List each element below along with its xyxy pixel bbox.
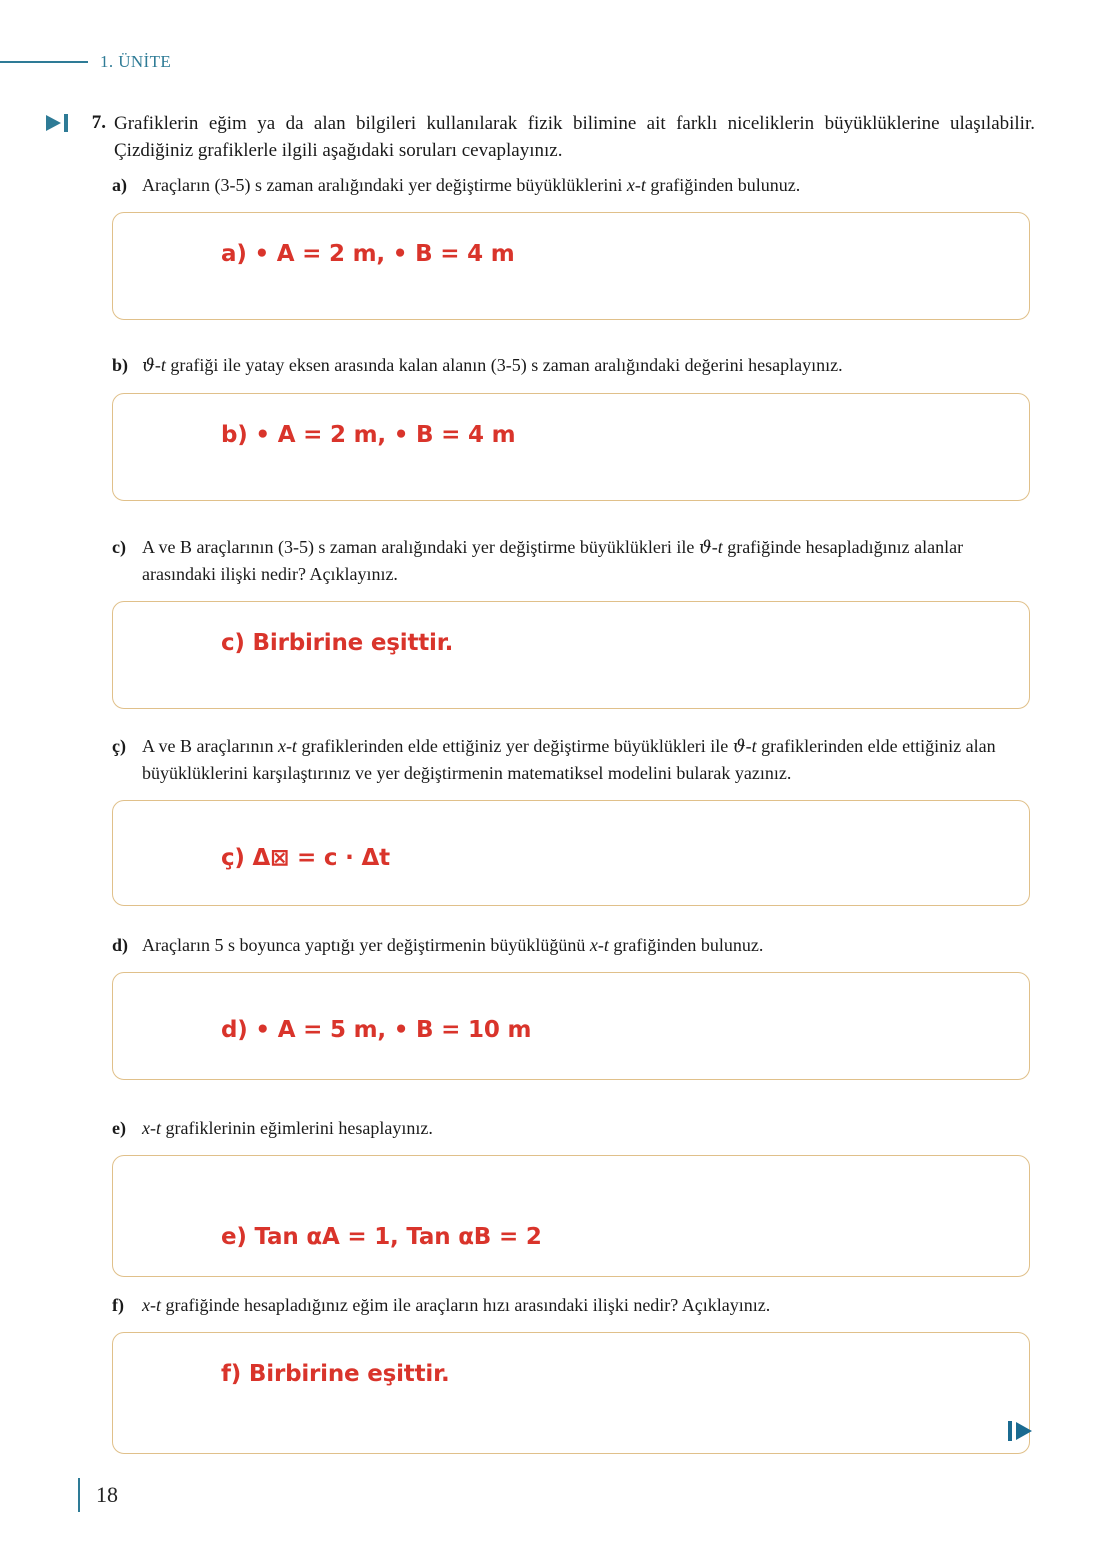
subquestion-a-letter: a) bbox=[112, 175, 127, 195]
answer-text-c: c) Birbirine eşittir. bbox=[221, 630, 454, 656]
subquestion-d-letter: d) bbox=[112, 935, 129, 955]
answer-box-f[interactable] bbox=[112, 1332, 1030, 1454]
subquestion-f-head bbox=[112, 1292, 1030, 1318]
answer-box-c-cedilla[interactable] bbox=[112, 800, 1030, 906]
subquestion-c-cedilla-letter: ç) bbox=[112, 736, 126, 756]
answer-box-d[interactable] bbox=[112, 972, 1030, 1080]
answer-box-c[interactable] bbox=[112, 601, 1030, 709]
answer-text-d: d) • A = 5 m, • B = 10 m bbox=[221, 1017, 532, 1043]
subquestion-c-cedilla bbox=[112, 733, 1030, 906]
unit-label: 1. ÜNİTE bbox=[100, 52, 172, 71]
subquestion-e-head bbox=[112, 1115, 1030, 1141]
subquestion-e bbox=[112, 1115, 1030, 1277]
subquestion-b bbox=[112, 352, 1030, 501]
subquestion-f-prompt: x-t grafiğinde hesapladığınız eğim ile araçların hızı arasındaki ilişki nedir? Açıklayınız. bbox=[142, 1295, 771, 1315]
subquestion-b-letter: b) bbox=[112, 355, 129, 375]
question-7 bbox=[46, 110, 1035, 164]
subquestion-b-head bbox=[112, 352, 1030, 379]
header-rule bbox=[0, 61, 88, 63]
footer-rule bbox=[78, 1478, 80, 1512]
subquestion-c-cedilla-prompt: A ve B araçlarının x-t grafiklerinden elde ettiğiniz yer değiştirme büyüklükleri ile ϑ-t grafiklerinden elde ettiğiniz alan büyüklüklerini karşılaştırınız ve yer değiştirmenin matematiksel modelini bularak yazınız. bbox=[142, 736, 996, 783]
answer-box-a[interactable] bbox=[112, 212, 1030, 320]
subquestion-c-prompt: A ve B araçlarının (3-5) s zaman aralığındaki yer değiştirme büyüklükleri ile ϑ-t grafiğinde hesapladığınız alanlar arasındaki ilişki nedir? Açıklayınız. bbox=[142, 537, 964, 584]
subquestion-f bbox=[112, 1292, 1030, 1454]
subquestion-c-head bbox=[112, 534, 1030, 587]
answer-text-b: b) • A = 2 m, • B = 4 m bbox=[221, 422, 516, 448]
answer-text-e: e) Tan αA = 1, Tan αB = 2 bbox=[221, 1224, 542, 1250]
page-header bbox=[0, 48, 1105, 76]
play-bar-icon bbox=[46, 114, 72, 132]
subquestion-d bbox=[112, 932, 1030, 1080]
answer-text-a: a) • A = 2 m, • B = 4 m bbox=[221, 241, 515, 267]
page-footer bbox=[78, 1478, 118, 1512]
subquestion-d-head bbox=[112, 932, 1030, 958]
subquestion-c bbox=[112, 534, 1030, 709]
question-text: Grafiklerin eğim ya da alan bilgileri kullanılarak fizik bilimine ait farklı niceliklerin büyüklüklerine ulaşılabilir. Çizdiğiniz grafiklerle ilgili aşağıdaki soruları cevaplayınız. bbox=[114, 113, 1035, 161]
subquestion-e-letter: e) bbox=[112, 1118, 126, 1138]
subquestion-d-prompt: Araçların 5 s boyunca yaptığı yer değiştirmenin büyüklüğünü x-t grafiğinden bulunuz. bbox=[142, 935, 764, 955]
subquestion-e-prompt: x-t grafiklerinin eğimlerini hesaplayınız. bbox=[142, 1118, 433, 1138]
answer-text-f: f) Birbirine eşittir. bbox=[221, 1361, 450, 1387]
subquestion-a-prompt: Araçların (3-5) s zaman aralığındaki yer değiştirme büyüklüklerini x-t grafiğinden bulunuz. bbox=[142, 175, 801, 195]
page-number: 18 bbox=[96, 1482, 118, 1507]
answer-box-e[interactable] bbox=[112, 1155, 1030, 1277]
subquestion-a bbox=[112, 172, 1030, 320]
bar-play-icon[interactable] bbox=[1008, 1421, 1034, 1441]
answer-text-c-cedilla: ç) Δ⊠ = c · Δt bbox=[221, 845, 390, 871]
answer-box-b[interactable] bbox=[112, 393, 1030, 501]
subquestion-a-head bbox=[112, 172, 1030, 198]
subquestion-c-letter: c) bbox=[112, 537, 126, 557]
subquestion-f-letter: f) bbox=[112, 1295, 124, 1315]
question-number: 7. bbox=[91, 112, 106, 133]
subquestion-b-prompt: ϑ-t grafiği ile yatay eksen arasında kalan alanın (3-5) s zaman aralığındaki değerini hesaplayınız. bbox=[142, 355, 843, 376]
subquestion-c-cedilla-head bbox=[112, 733, 1030, 786]
